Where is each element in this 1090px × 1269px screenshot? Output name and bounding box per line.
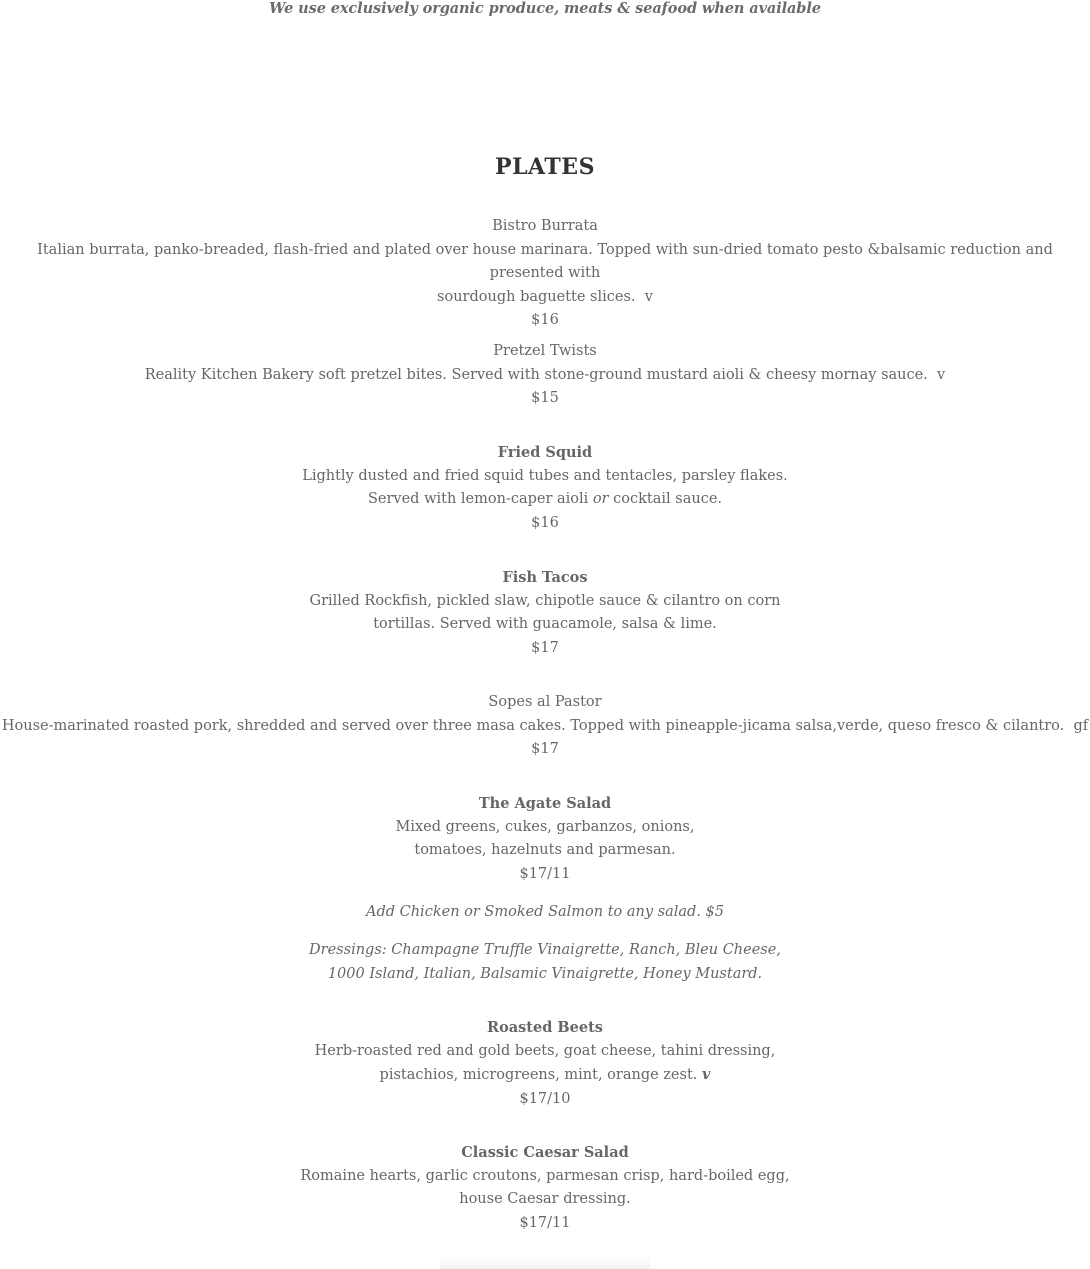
menu-item-sopes-al-pastor (0, 691, 1090, 762)
item-price: $15 (531, 390, 559, 407)
item-price: $17 (531, 639, 559, 656)
item-name: Classic Caesar Salad (461, 1144, 629, 1161)
item-price: $16 (531, 312, 559, 329)
vegetarian-marker: v (702, 1066, 711, 1084)
item-description: Mixed greens, cukes, garbanzos, onions, tomatoes, hazelnuts and parmesan. (395, 818, 695, 859)
menu-item-fish-tacos (0, 566, 1090, 660)
item-price: $17 (531, 741, 559, 758)
item-price: $17/10 (519, 1090, 571, 1107)
item-description: House-marinated roasted pork, shredded and served over three masa cakes. Topped with pineapple-jicama salsa,verde, queso fresco & cilantro. gf (1, 717, 1089, 734)
vegetarian-marker: v (644, 288, 653, 305)
menu-item-agate-salad (0, 792, 1090, 886)
menu-item-pretzel-twists (0, 340, 1090, 411)
item-description: Romaine hearts, garlic croutons, parmesan crisp, hard-boiled egg, house Caesar dressing. (300, 1167, 790, 1208)
menu-item-fried-squid (0, 441, 1090, 535)
item-name: Fried Squid (497, 444, 593, 461)
item-description: Italian burrata, panko-breaded, flash-fried and plated over house marinara. Topped with sun-dried tomato pesto &balsamic reduction and presented with sourdough baguette slices. v (37, 241, 1053, 305)
menu-item-bistro-burrata (0, 215, 1090, 333)
item-name: Pretzel Twists (493, 343, 597, 359)
item-price: $17/11 (519, 1214, 571, 1231)
item-name: Fish Tacos (502, 569, 588, 586)
item-name: Roasted Beets (487, 1019, 603, 1036)
item-description: Herb-roasted red and gold beets, goat cheese, tahini dressing, pistachios, microgreens, mint, orange zest. v (314, 1042, 776, 1084)
menu-item-classic-caesar-salad (0, 1141, 1090, 1235)
salad-dressings-note: Dressings: Champagne Truffle Vinaigrette, Ranch, Bleu Cheese, 1000 Island, Italian, Balsamic Vinaigrette, Honey Mustard. (309, 942, 781, 982)
item-name: The Agate Salad (478, 795, 612, 812)
organic-tagline: We use exclusively organic produce, meats & seafood when available (269, 0, 821, 17)
item-description: Reality Kitchen Bakery soft pretzel bites. Served with stone-ground mustard aioli & cheesy mornay sauce. v (144, 366, 946, 383)
gluten-free-marker: gf (1073, 717, 1089, 734)
menu-item-roasted-beets (0, 1016, 1090, 1111)
item-price: $16 (531, 514, 559, 531)
item-description: Grilled Rockfish, pickled slaw, chipotle sauce & cilantro on corn tortillas. Served with guacamole, salsa & lime. (309, 592, 781, 633)
item-price: $17/11 (519, 865, 571, 882)
salad-addon-note: Add Chicken or Smoked Salmon to any salad. $5 (365, 904, 724, 920)
item-name: Bistro Burrata (492, 218, 598, 234)
item-description: Lightly dusted and fried squid tubes and tentacles, parsley flakes. Served with lemon-caper aioli or cocktail sauce. (302, 467, 788, 508)
item-name: Sopes al Pastor (488, 694, 602, 710)
vegetarian-marker: v (937, 366, 946, 383)
section-title-plates: PLATES (495, 154, 595, 180)
